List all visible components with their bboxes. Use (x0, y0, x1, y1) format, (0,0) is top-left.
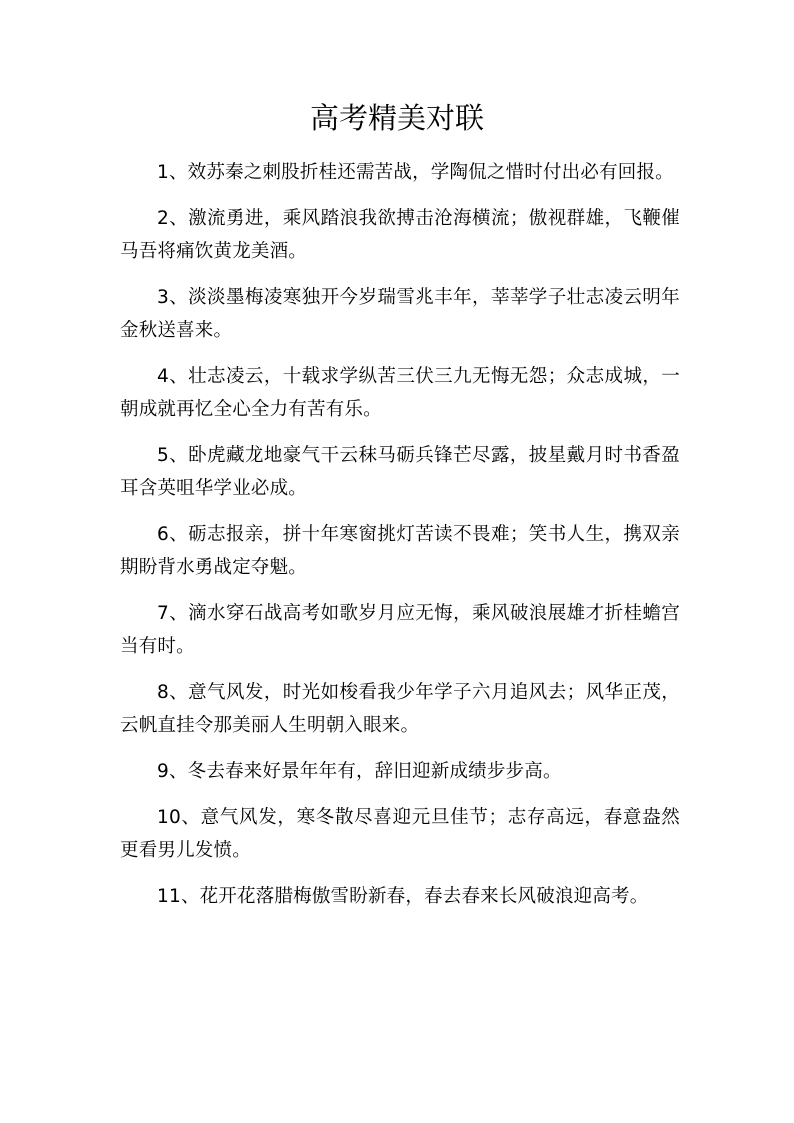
document-title: 高考精美对联 (309, 101, 484, 135)
couplet-paragraph-3: 3、淡淡墨梅凌寒独开今岁瑞雪兆丰年，莘莘学子壮志凌云明年金秋送喜来。 (120, 287, 680, 341)
couplet-paragraph-8: 8、意气风发，时光如梭看我少年学子六月追风去；风华正茂，云帆直挂令那美丽人生明朝入眼来。 (120, 682, 680, 736)
couplet-paragraph-11: 11、花开花落腊梅傲雪盼新春，春去春来长风破浪迎高考。 (157, 886, 649, 907)
couplet-paragraph-5: 5、卧虎藏龙地豪气干云秣马砺兵锋芒尽露，披星戴月时书香盈耳含英咀华学业必成。 (120, 445, 680, 499)
couplet-paragraph-6: 6、砺志报亲，拼十年寒窗挑灯苦读不畏难；笑书人生，携双亲期盼背水勇战定夺魁。 (120, 524, 680, 578)
couplet-paragraph-7: 7、滴水穿石战高考如歌岁月应无悔，乘风破浪展雄才折桂蟾宫当有时。 (120, 603, 680, 657)
document-body (120, 156, 680, 926)
couplet-paragraph-9: 9、冬去春来好景年年有，辞旧迎新成绩步步高。 (157, 761, 562, 782)
couplet-paragraph-1: 1、效苏秦之刺股折桂还需苦战，学陶侃之惜时付出必有回报。 (157, 162, 674, 183)
couplet-paragraph-4: 4、壮志凌云，十载求学纵苦三伏三九无悔无怨；众志成城，一朝成就再忆全心全力有苦有乐。 (120, 366, 680, 420)
couplet-paragraph-10: 10、意气风发，寒冬散尽喜迎元旦佳节；志存高远，春意盎然更看男儿发愤。 (120, 807, 680, 861)
couplet-paragraph-2: 2、激流勇进，乘风踏浪我欲搏击沧海横流；傲视群雄，飞鞭催马吾将痛饮黄龙美酒。 (120, 208, 680, 262)
